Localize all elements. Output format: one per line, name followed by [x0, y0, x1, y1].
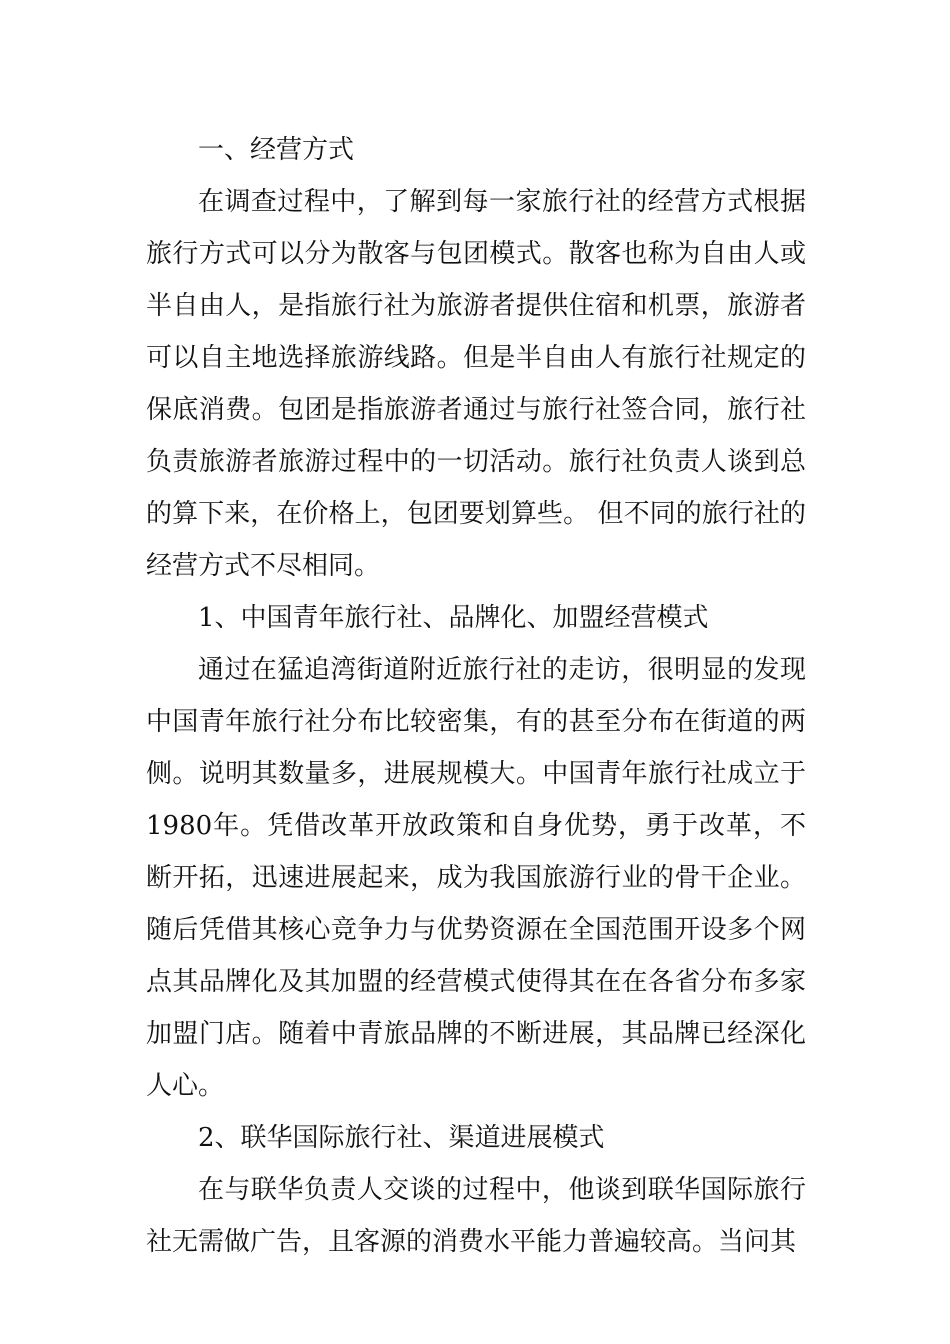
paragraph-cyts: 通过在猛追湾街道附近旅行社的走访，很明显的发现中国青年旅行社分布比较密集，有的甚至分布在街道的两侧。说明其数量多，进展规模大。中国青年旅行社成立于1980年。凭借改革开放政策和自身优势，勇于改革，不断开拓，迅速进展起来，成为我国旅游行业的骨干企业。 随后凭借其核心竞争力与优势资源在全国范围开设多个网点其品牌化及其加盟的经营模式使得其在在各省分布多家加盟门店。随着中青旅品牌的不断进展，其品牌已经深化人心。 — [146, 655, 806, 1101]
paragraph-business-mode-intro: 在调查过程中，了解到每一家旅行社的经营方式根据旅行方式可以分为散客与包团模式。散客也称为自由人或半自由人，是指旅行社为旅游者提供住宿和机票，旅游者可以自主地选择旅游线路。但是半自由人有旅行社规定的保底消费。包团是指旅游者通过与旅行社签合同，旅行社负责旅游者旅游过程中的一切活动。旅行社负责人谈到总的算下来，在价格上，包团要划算些。 但不同的旅行社的经营方式不尽相同。 — [146, 187, 806, 581]
subsection-heading-cyts: 1、中国青年旅行社、品牌化、加盟经营模式 — [198, 603, 709, 633]
paragraph-lianhua: 在与联华负责人交谈的过程中，他谈到联华国际旅行社无需做广告，且客源的消费水平能力普遍较高。当问其 — [146, 1175, 806, 1257]
section-heading-business-mode: 一、经营方式 — [198, 135, 355, 165]
document-body — [146, 124, 806, 1268]
subsection-heading-lianhua: 2、联华国际旅行社、渠道进展模式 — [198, 1123, 605, 1153]
